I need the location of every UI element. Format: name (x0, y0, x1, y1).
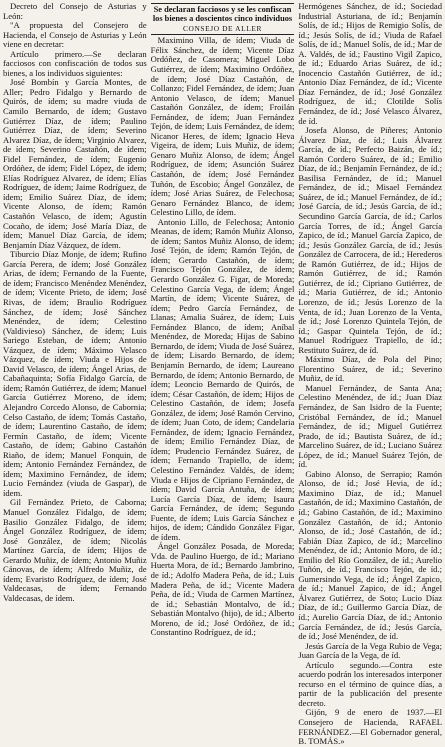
paragraph: Antonio Lillo, de Felechosa; Antonio Meanas, de ídem; Ramón Muñiz Alonso, de ídem; Santos Muñiz Alonso, de ídem; José Tejón, de ídem; Ramón Tejón, de ídem; Gerardo Castañón, de ídem; Francisco Tejón González, de ídem; Gerardo González G. Figar, de Moreda; Celestino García Vega, de ídem; Ángel Martín, de ídem; Vicente Suárez, de ídem; Pedro García Fernández, de Llanas; Amalia Suárez, de ídem; Luis Fernández Blanco, de ídem; Aníbal Menéndez, de Moreda; Hijas de Sabino Bernardo, de ídem; Viuda de José Suárez, de ídem; Lisardo Bernardo, de ídem; Benjamín Bernardo, de ídem; Laureano Bernardo, de ídem; Antonio Bernardo, de ídem; Leoncio Bernardo de Quirós, de ídem; César Castañón, de ídem; Hijos de Celestino Castañón, de ídem; Josefa González, de ídem; José Ramón Cervino, de ídem; Juan Coto, de ídem; Candelaria Fernández, de ídem; Ignacio Fernández, de ídem; Emilio Fernández Díaz, de ídem; Prudencio Fernández Suárez, de ídem; Fernando Trapiello, de ídem; Celestino Fernández Valdés, de ídem; Viuda e Hijos de Cipriano Fernández, de ídem; David García Antuña, de ídem; Lucía García Díaz, de ídem; Isaura García Fernández, de ídem; Segundo Fuente, de ídem; Luis García Sánchez e hijos, de ídem; Cándido González Figar, de ídem. (150, 216, 295, 542)
paragraph: Decreto del Consejo de Asturias y León: (3, 1, 147, 21)
paragraph: Jesús García de la Vega Rubio de Vega; Juan García de la Vega, de íd. (298, 640, 443, 661)
paragraph: Ángel González Posada, de Moreda; Vda. de Paulino Huergo, de íd.; Mariano Huerta Mora, de íd.; Bernardo Jambrino, de íd.; Adolfo Madera Peña, de íd.; Luis Madera Peña, de íd.; Vicente Madera Peña, de íd.; Viuda de Carmen Martínez, de íd.; Sebastián Montalvo, de íd.; Sebastián Montalvo (hijo), de íd.; Alberto Moreno, de íd.; José Ordóñez, de íd.; Constantino Rodríguez, de íd.; (150, 541, 295, 638)
paragraph: Artículo primero.—Se declaran facciosos con confiscación de todos sus bienes, a los individuos siguientes: (3, 48, 147, 78)
paragraph: Hermógenes Sánchez, de íd.; Sociedad Industrial Asturiana, de íd.; Benjamín Solís, de íd.; Hijos de Remigio Solís, de íd.; Jesús Solís, de íd.; Viuda de Rafael Solís, de íd.; Manuel Solís, de íd.; Mar de A. Valdés, de íd.; Faustino Vigil Zapico, de íd.; Eduardo Arias Suárez, de íd.; Inocencio Castañón Gutiérrez, de íd.; Antonio Díaz Fernández, de íd.; Vicente Díaz Fernández, de íd.; José González Rodríguez, de íd.; Clotilde Solís Fernández, de íd.; José Velasco Álvarez, de íd. (298, 1, 443, 126)
headline-top-rule (151, 3, 295, 4)
paragraph: José Bombín y García Montes, de Aller; Pedro Fidalgo y Bernardo de Quirós, de ídem; su madre viuda de Camilo Bernardo, de ídem; Gustavo Gutiérrez Díaz, de ídem; Paulino Gutiérrez Díaz, de ídem; Severino Alvarez Díaz, de ídem; Virginio Alvarez, de ídem; Severino Castañón, de ídem; Fidel Fernández, de ídem; Eugenio Ordóñez, de ídem; Fidel López, de ídem; Elías Rodríguez Alvarez, de ídem; Elías Rodríguez, de ídem; Jaime Rodríguez, de ídem; Emilio Suárez Díaz, de ídem; Vicente Alonso, de ídem; Ramón Castañón Velasco, de ídem; Agustín Cocaño, de ídem; José María Díaz, de ídem; Manuel Díaz García, de ídem; Benjamín Díaz Vázquez, de ídem. (3, 77, 147, 250)
text-column-2 (151, 2, 295, 640)
paragraph: Gil Fernández Prieto, de Caborna; Manuel González Fidalgo, de ídem; Basilio González Fidalgo, de ídem; Ángel González Rodríguez, de ídem; José González, de ídem; Nicolás Martínez García, de ídem; Hijos de Gerardo Muñiz, de ídem; Antonio Muñiz Cánovas, de ídem; Alfredo Muñiz, de ídem; Evaristo Rodríguez, de ídem; José Valdecasas, de ídem; Fernando Valdecasas, de ídem. (3, 497, 147, 603)
paragraph: Tiburcio Díaz Monje, de ídem; Rufino García Perera, de ídem; José González Arias, de ídem; Fernando de la Fuente, de ídem; Francisco Menéndez Menéndez, de ídem; Vicente Prieto, de ídem; José Rivas, de ídem; Braulio Rodríguez Sánchez, de ídem; José Sánchez Menéndez, de ídem; Celestino (Valdivieso) Sánchez, de ídem; Luis Sariego Esteban, de ídem; Antonio Vázquez, de ídem; Máximo Velasco Vázquez, de ídem; Viuda e Hijos de David Velasco, de ídem; Ángel Arias, de Cabañaquinta; Sofía Fidalgo García, de ídem; Ramón Gutiérrez, de ídem; Manuel García Gutiérrez Moreno, de ídem; Alejandro Corcedo Alonso, de Cabornia; Celso Castaño, de ídem; Tomás Castaño, de ídem; Laurentino Castaño, de ídem; Fermín Castaño, de ídem; Vicente Castaño, de ídem; Gabino Castañón Riaño, de ídem; Manuel Fonquin, de ídem; Antonio Fernández Fernández, de ídem; Maximino Fernández, de ídem; Lucio Fernández (viuda de Gaspar), de ídem. (3, 249, 147, 498)
paragraph: Artículo segundo.—Contra este acuerdo podrán los interesados interponer recurso en el término de quince días, a partir de la publicación del presente decreto. (298, 659, 443, 708)
paragraph: Máximo Díaz, de Pola del Pino; Florentino Suárez, de íd.; Severino Muñiz, de íd. (298, 354, 443, 384)
paragraph: Gabino Alonso, de Serrapio; Ramón Alonso, de íd.; José Hevia, de íd.; Maximino Díaz, de íd.; Manuel Castañón, de íd.; Maximino Castañón, de íd.; Gabino Castañón, de íd.; Maximino González Castañón, de íd.; Antonio Alonso, de íd.; José Castañón, de íd.; Fabián Díaz Zapico, de íd.; Marcelino Menéndez, de íd.; Antonio Moro, de íd.; Emilio del Río González, de íd.; Aurelio Tuñón, de íd.; Francisco Tejón, de íd.; Gumersindo Vega, de íd.; Ángel Zapico, de íd.; Manuel Zapico, de íd.; Ángel Álvarez Gutiérrez, de Soto; Lucio Díaz Díaz, de íd.; Guillermo García Díaz, de íd.; Aurelio García Díaz, de íd.; Antonio García Fernández, de íd.; Jesús García, de íd.; José Menéndez, de íd. (298, 468, 443, 642)
text-column-1 (3, 2, 147, 640)
article-byline: CONSEJO DE ALLER (183, 23, 262, 33)
paragraph: Josefa Alonso, de Piñeres; Antonio Álvarez Díaz, de íd.; Luis Álvarez García, de íd.; Perfecto Baizán, de íd.; Ramón Cordero Suárez, de íd.; Emilio Díaz, de íd.; Benjamín Fernández, de íd.; Basilisa Fernández, de íd.; Manuel Fernández, de íd.; Misael Fernández Suárez, de íd.; Manuel Fernández, de íd.; José García, de íd.; Jesús García, de íd.; Secundino García García, de íd.; Carlos García Torres, de íd.; Ángel García Zapico, de íd.; Manuel García Zapico, de íd.; Jesús González García, de íd.; Jesús González de Carrocera, de íd.; Herederos de Ramón Gutiérrez, de íd.; Hijos de Ramón Gutiérrez, de íd.; Ramón Gutiérrez, de íd.; Cipriano Gutiérrez, de íd.; Maria Gutiérrez, de íd.; Antonio Lorenzo, de íd.; Jesús Lorenzo de la Venta, de íd.; Juan Lorenzo de la Venta, de íd.; José Lorenzo Quintela Tejón, de íd.; Gaspar Quintela Tejón, de íd.; Manuel Rodríguez Trapiello, de íd.; Restituto Suárez, de íd. (298, 125, 443, 355)
article-headline: Se declaran facciosos y se les confiscan los bienes a doscientos cinco individuos (152, 5, 293, 24)
paragraph: "A propuesta del Consejero de Hacienda, el Consejo de Asturias y León viene en decretar: (3, 20, 147, 50)
text-column-3 (298, 1, 443, 747)
paragraph: Gijón, 9 de enero de 1937.—El Consejero de Hacienda, RAFAEL FERNÁNDEZ.—El Gobernador general, B. TOMÁS.» (298, 707, 443, 747)
paragraph: Manuel Fernández, de Santa Ana; Celestino Menéndez, de íd.; Juan Díaz Fernández, de San Isidro de la Fuente; Cristóbal Fernández, de íd.; Manuel Fernández, de íd.; Miguel Gutiérrez Prado, de íd.; Bautista Suárez, de íd.; Marcelino Suárez, de íd.; Luciano Suárez López, de íd.; Manuel Suárez Tejón, de íd. (298, 382, 443, 470)
paragraph: Maximino Villa, de ídem; Viuda de Félix Sánchez, de ídem; Vicente Díaz Ordóñez, de Casomera; Miguel Lobo Gutiérrez, de ídem; Maximino Ordóñez, de ídem; José Díaz Castañón, de Collanzo; Fidel Fernández, de ídem; Juan Antonio Velasco, de ídem; Manuel Castañón González, de ídem; Froilán Fernández, de ídem; Juan Fernández Tejón, de ídem; Luis Fernández, de ídem; Nicanor Heres, de ídem; Ignacio Heva Vigeira, de ídem; Luis Muñiz, de ídem; Genaro Muñiz Alonso, de ídem; Ángel Rodríguez, de ídem; Asunción Suárez Castañón, de ídem; José Fernández Tuñón, de Escobio; Ángel González, de ídem; José Arias Suárez, de Felechosa; Genaro Fernández Blanco, de ídem; Celestino Lillo, de ídem. (150, 35, 295, 218)
